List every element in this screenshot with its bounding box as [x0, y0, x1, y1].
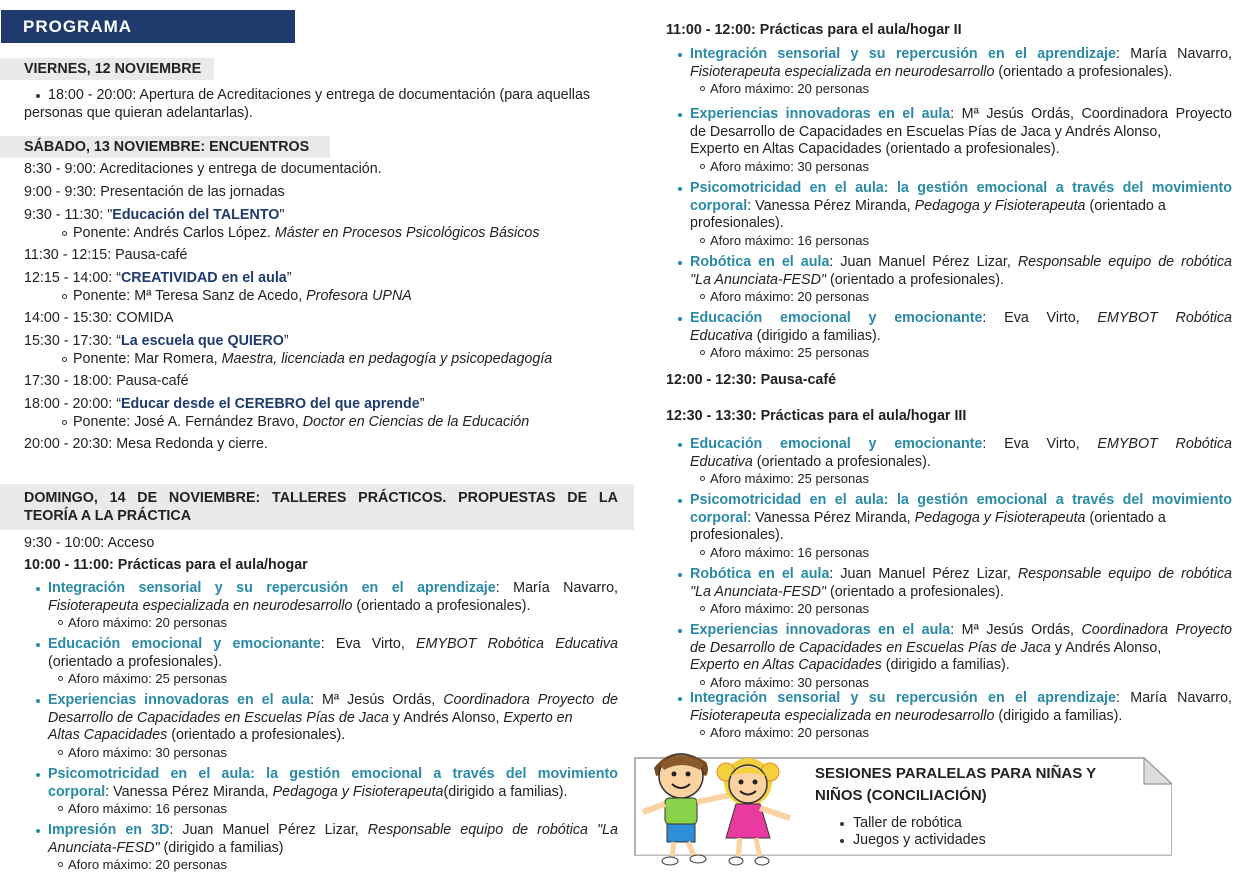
taller-desc: profesionales). [690, 215, 784, 231]
sabado-line: 20:00 - 20:30: Mesa Redonda y cierre. [24, 436, 268, 452]
bullet-icon [678, 113, 682, 117]
aforo: Aforo máximo: 30 personas [710, 674, 869, 690]
taller-desc: Fisioterapeuta especializada en neurodesarrollo (orientado a profesionales). [690, 63, 1173, 80]
aforo: Aforo máximo: 16 personas [68, 801, 227, 816]
sesiones-item: Taller de robótica [853, 815, 962, 831]
circle-bullet-icon [58, 750, 63, 755]
viernes-item: 18:00 - 20:00: Apertura de Acreditaciones y entrega de documentación (para aquellas [48, 87, 591, 103]
taller-title: Integración sensorial y su repercusión en el aprendizaje: María Navarro, [690, 690, 1232, 706]
bullet-icon [36, 94, 40, 98]
bullet-icon [36, 643, 40, 647]
circle-bullet-icon [700, 680, 705, 685]
aforo: Aforo máximo: 20 personas [710, 601, 869, 616]
taller-title: Educación emocional y emocionante: Eva Virto, EMYBOT Robótica Educativa [48, 636, 618, 652]
practicas-header: 10:00 - 11:00: Prácticas para el aula/hogar [24, 557, 308, 573]
viernes-item-cont: personas que quieran adelantarlas). [24, 105, 253, 121]
taller-desc: de Desarrollo de Capacidades en Escuelas Pías de Jaca y Andrés Alonso, [690, 639, 1162, 656]
aforo: Aforo máximo: 20 personas [710, 289, 869, 304]
sabado-line: 14:00 - 15:30: COMIDA [24, 310, 174, 326]
aforo: Aforo máximo: 20 personas [68, 615, 227, 630]
taller-title: Educación emocional y emocionante: Eva Virto, EMYBOT Robótica [690, 310, 1232, 326]
taller-title: Experiencias innovadoras en el aula: Mª Jesús Ordás, Coordinadora Proyecto [690, 622, 1232, 638]
sabado-session: 12:15 - 14:00: “CREATIVIDAD en el aula” [24, 270, 292, 286]
circle-bullet-icon [700, 86, 705, 91]
circle-bullet-icon [58, 620, 63, 625]
taller-desc: Desarrollo de Capacidades en Escuelas Pías de Jaca y Andrés Alonso, Experto en [48, 709, 573, 726]
taller-desc: Fisioterapeuta especializada en neurodesarrollo (orientado a profesionales). [48, 597, 531, 614]
circle-bullet-icon [700, 730, 705, 735]
bullet-icon [678, 53, 682, 57]
taller-title: Experiencias innovadoras en el aula: Mª Jesús Ordás, Coordinadora Proyecto [690, 106, 1232, 122]
bullet-icon [36, 773, 40, 777]
domingo-line: 9:30 - 10:00: Acceso [24, 535, 155, 551]
bullet-icon [678, 573, 682, 577]
taller-title: Integración sensorial y su repercusión en el aprendizaje: María Navarro, [48, 580, 618, 596]
taller-desc: Anunciata-FESD" (dirigido a familias) [48, 839, 284, 856]
circle-bullet-icon [700, 606, 705, 611]
circle-bullet-icon [700, 164, 705, 169]
sabado-session: 15:30 - 17:30: “La escuela que QUIERO” [24, 333, 289, 349]
circle-bullet-icon [62, 420, 67, 425]
circle-bullet-icon [62, 294, 67, 299]
sabado-header: SÁBADO, 13 NOVIEMBRE: ENCUENTROS [0, 136, 330, 158]
bullet-icon [678, 697, 682, 701]
bullet-icon [678, 443, 682, 447]
circle-bullet-icon [700, 294, 705, 299]
ponente: Ponente: Mª Teresa Sanz de Acedo, Profesora UPNA [73, 288, 412, 304]
bullet-icon [36, 587, 40, 591]
aforo: Aforo máximo: 20 personas [710, 81, 869, 96]
bullet-icon [678, 629, 682, 633]
taller-desc: Altas Capacidades (orientado a profesionales). [48, 727, 346, 743]
pausa-header: 12:00 - 12:30: Pausa-café [666, 372, 837, 388]
circle-bullet-icon [700, 550, 705, 555]
taller-desc: corporal: Vanessa Pérez Miranda, Pedagoga y Fisioterapeuta (orientado a [690, 509, 1166, 526]
taller-title: Educación emocional y emocionante: Eva Virto, EMYBOT Robótica [690, 436, 1232, 452]
taller-desc: Educativa (dirigido a familias). [690, 327, 881, 344]
taller-title: Psicomotricidad en el aula: la gestión emocional a través del movimiento [690, 180, 1232, 196]
ponente: Ponente: José A. Fernández Bravo, Doctor en Ciencias de la Educación [73, 414, 530, 430]
viernes-header: VIERNES, 12 NOVIEMBRE [0, 58, 214, 80]
taller-title: Psicomotricidad en el aula: la gestión emocional a través del movimiento [48, 766, 618, 782]
children-illustration [636, 742, 806, 868]
sabado-line: 8:30 - 9:00: Acreditaciones y entrega de documentación. [24, 161, 382, 177]
taller-desc: Experto en Altas Capacidades (dirigido a familias). [690, 657, 1010, 673]
sesiones-item: Juegos y actividades [853, 832, 986, 848]
sabado-session: 9:30 - 11:30: "Educación del TALENTO" [24, 207, 285, 223]
ponente: Ponente: Andrés Carlos López. Máster en Procesos Psicológicos Básicos [73, 225, 540, 241]
taller-desc: "La Anunciata-FESD" (orientado a profesionales). [690, 271, 1005, 288]
taller-title: Integración sensorial y su repercusión en el aprendizaje: María Navarro, [690, 46, 1232, 62]
circle-bullet-icon [62, 357, 67, 362]
aforo: Aforo máximo: 25 personas [68, 671, 227, 686]
sabado-line: 11:30 - 12:15: Pausa-café [24, 247, 188, 263]
taller-title: Robótica en el aula: Juan Manuel Pérez Lizar, Responsable equipo de robótica [690, 566, 1233, 582]
taller-desc: Experto en Altas Capacidades (orientado a profesionales). [690, 141, 1060, 157]
bullet-icon [678, 499, 682, 503]
circle-bullet-icon [700, 238, 705, 243]
taller-desc: "La Anunciata-FESD" (orientado a profesionales). [690, 583, 1005, 600]
sesiones-title: SESIONES PARALELAS PARA NIÑAS Y NIÑOS (CONCILIACIÓN) [815, 765, 1097, 804]
taller-title: Robótica en el aula: Juan Manuel Pérez Lizar, Responsable equipo de robótica [690, 254, 1233, 270]
circle-bullet-icon [62, 231, 67, 236]
bullet-icon [678, 187, 682, 191]
aforo: Aforo máximo: 30 personas [710, 158, 869, 174]
aforo: Aforo máximo: 20 personas [710, 725, 869, 740]
aforo: Aforo máximo: 16 personas [710, 232, 869, 248]
aforo: Aforo máximo: 16 personas [710, 544, 869, 560]
taller-desc: corporal: Vanessa Pérez Miranda, Pedagoga y Fisioterapeuta(dirigido a familias). [48, 783, 568, 800]
girl-icon [717, 758, 790, 865]
bullet-icon [840, 839, 844, 843]
circle-bullet-icon [58, 676, 63, 681]
taller-title: Impresión en 3D: Juan Manuel Pérez Lizar, Responsable equipo de robótica "La [48, 822, 618, 838]
bullet-icon [36, 829, 40, 833]
circle-bullet-icon [58, 862, 63, 867]
sabado-session: 18:00 - 20:00: “Educar desde el CEREBRO del que aprende” [24, 396, 425, 412]
taller-desc: profesionales). [690, 527, 784, 543]
bullet-icon [678, 261, 682, 265]
practicas-iii-header: 12:30 - 13:30: Prácticas para el aula/hogar III [666, 408, 967, 424]
aforo: Aforo máximo: 20 personas [68, 857, 227, 872]
circle-bullet-icon [58, 806, 63, 811]
taller-desc: de Desarrollo de Capacidades en Escuelas Pías de Jaca y Andrés Alonso, [690, 123, 1162, 140]
circle-bullet-icon [700, 476, 705, 481]
programa-banner: PROGRAMA [1, 10, 295, 43]
taller-title: Psicomotricidad en el aula: la gestión emocional a través del movimiento [690, 492, 1232, 508]
aforo: Aforo máximo: 25 personas [710, 345, 869, 360]
practicas-ii-header: 11:00 - 12:00: Prácticas para el aula/hogar II [666, 22, 962, 38]
bullet-icon [678, 317, 682, 321]
circle-bullet-icon [700, 350, 705, 355]
sabado-line: 9:00 - 9:30: Presentación de las jornadas [24, 184, 285, 200]
aforo: Aforo máximo: 30 personas [68, 744, 227, 760]
sabado-line: 17:30 - 18:00: Pausa-café [24, 373, 189, 389]
domingo-header: DOMINGO, 14 DE NOVIEMBRE: TALLERES PRÁCTICOS. PROPUESTAS DE LA TEORÍA A LA PRÁCTICA [0, 484, 634, 530]
taller-desc: corporal: Vanessa Pérez Miranda, Pedagoga y Fisioterapeuta (orientado a [690, 197, 1166, 214]
taller-desc: Fisioterapeuta especializada en neurodesarrollo (dirigido a familias). [690, 707, 1123, 724]
aforo: Aforo máximo: 25 personas [710, 471, 869, 486]
ponente: Ponente: Mar Romera, Maestra, licenciada en pedagogía y psicopedagogía [73, 351, 553, 367]
bullet-icon [36, 699, 40, 703]
taller-desc: Educativa (orientado a profesionales). [690, 453, 931, 470]
taller-title: Experiencias innovadoras en el aula: Mª Jesús Ordás, Coordinadora Proyecto de [48, 692, 618, 708]
taller-desc: (orientado a profesionales). [48, 653, 223, 670]
bullet-icon [840, 822, 844, 826]
